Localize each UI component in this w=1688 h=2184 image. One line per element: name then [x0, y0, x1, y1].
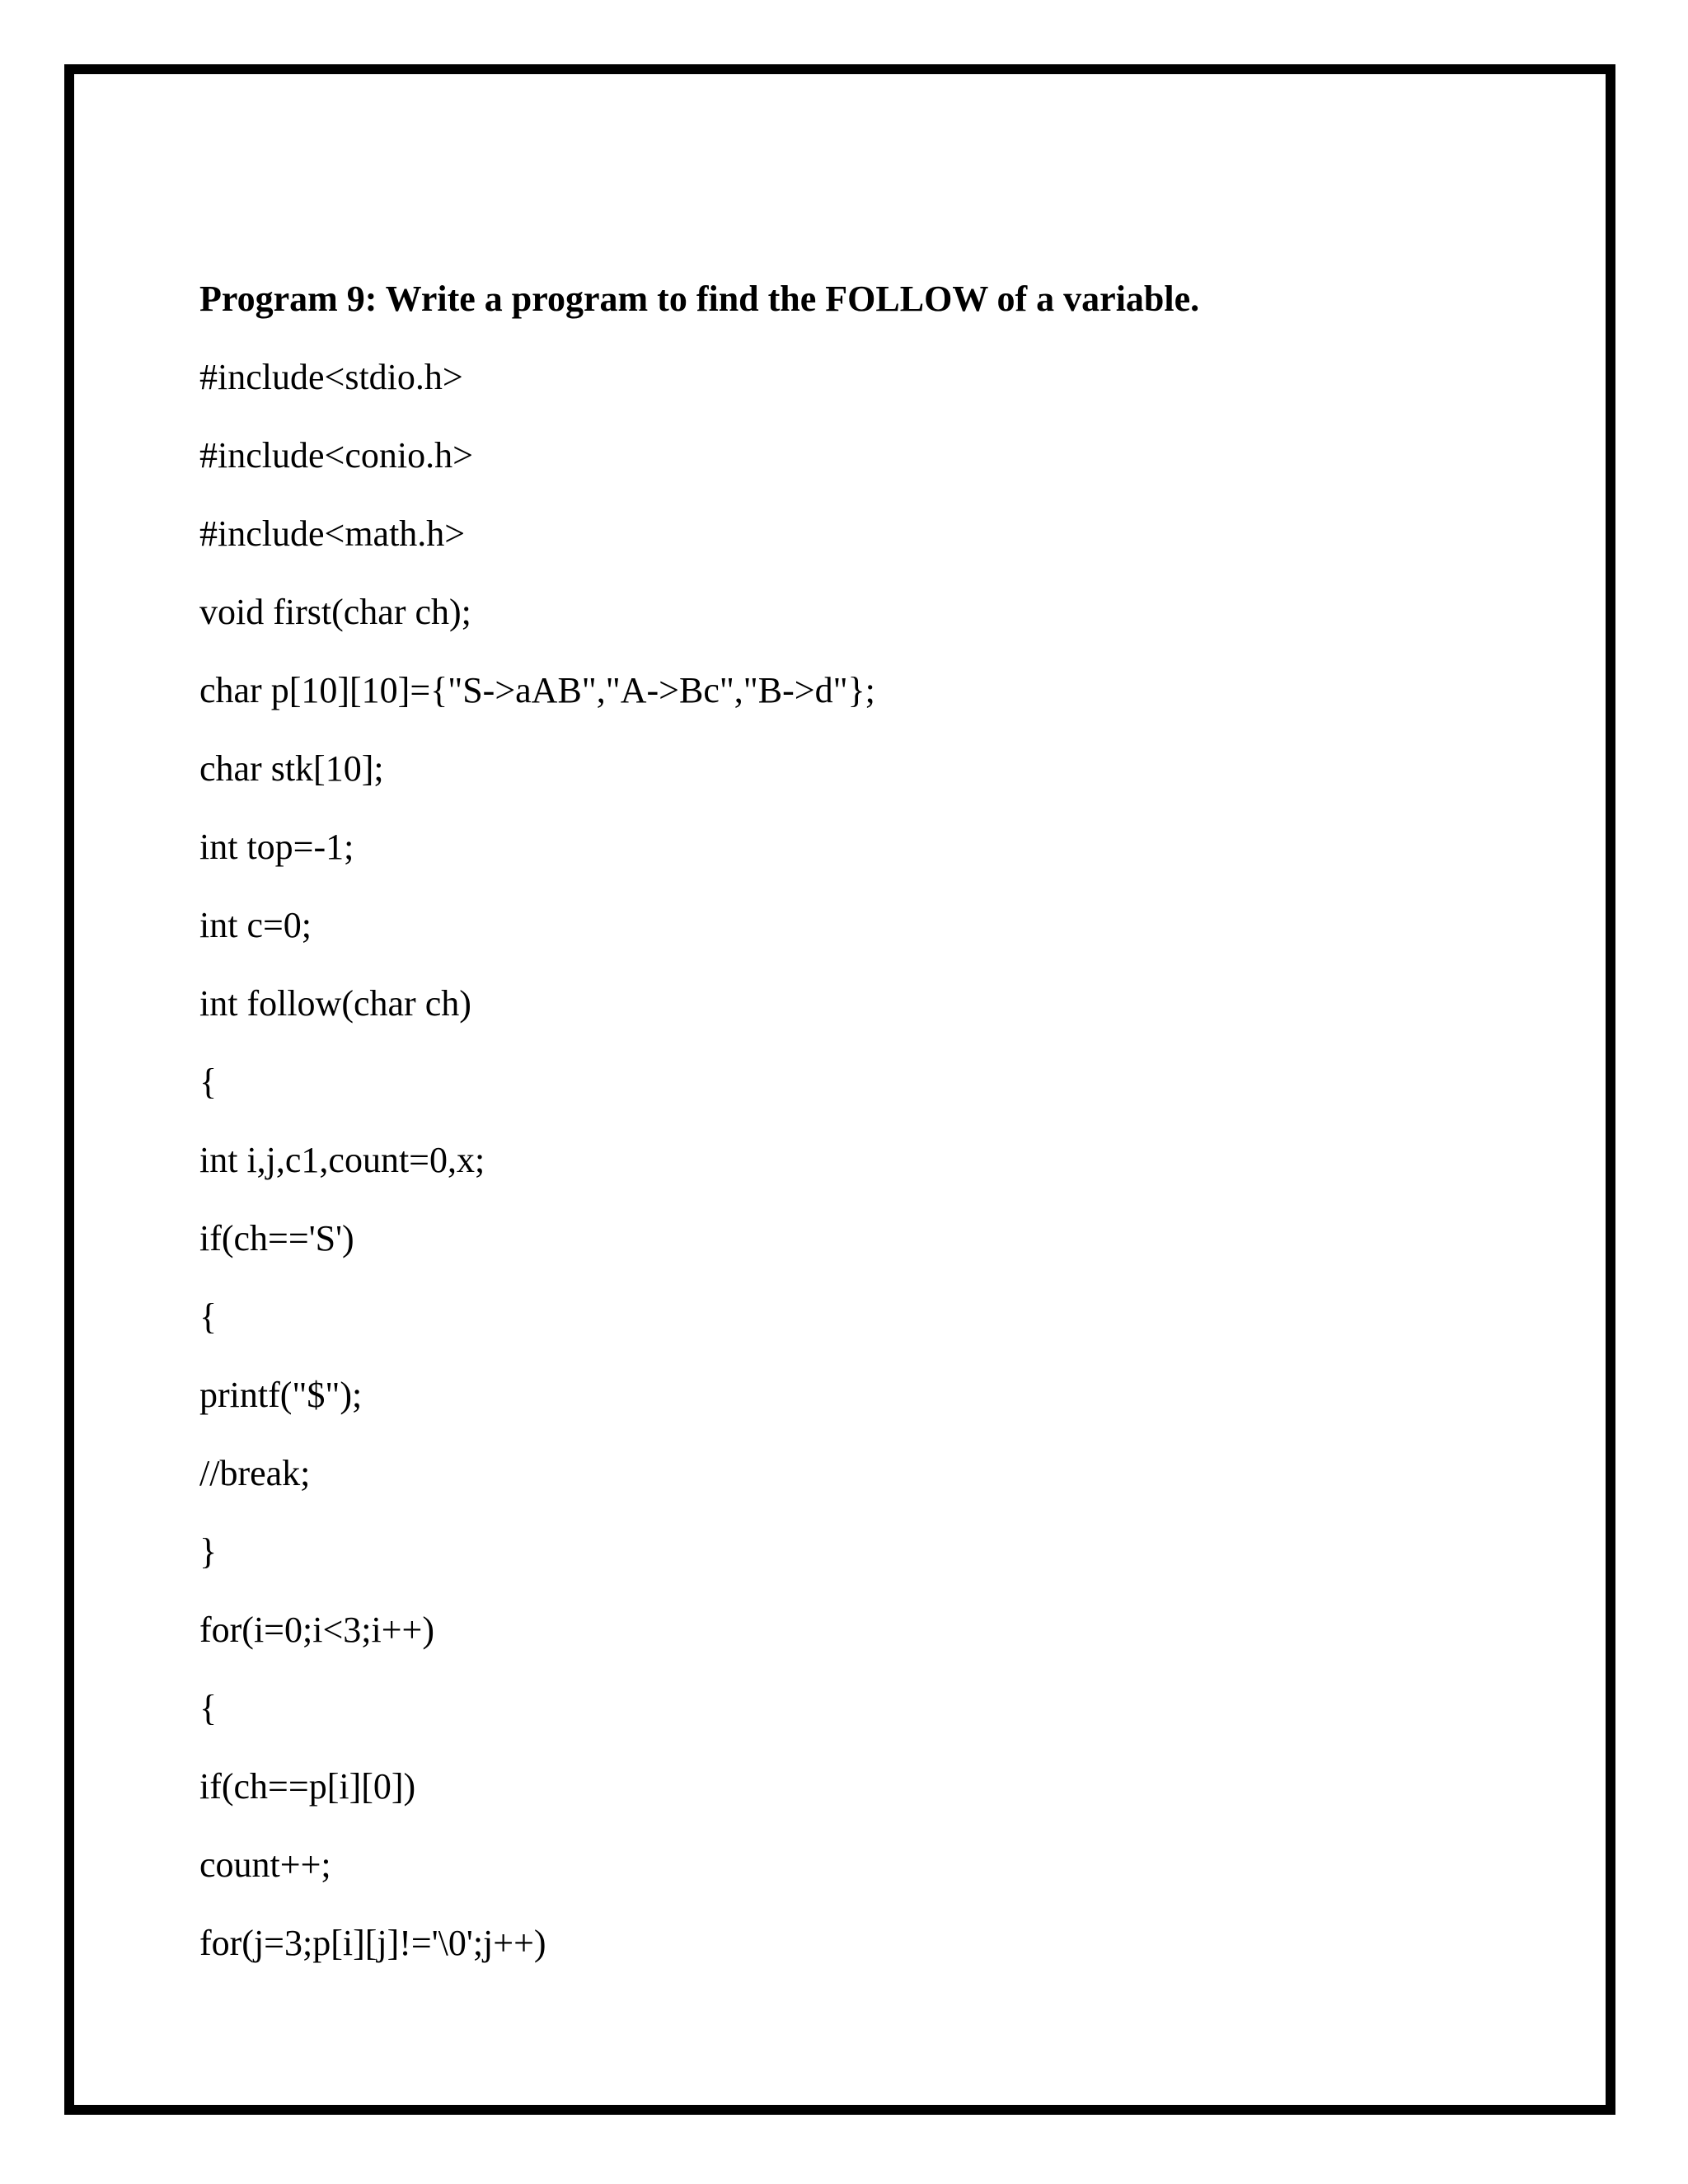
program-heading: Program 9: Write a program to find the FOLLOW of a variable. — [199, 279, 1200, 319]
code-line: { — [199, 1062, 218, 1102]
code-line: char p[10][10]={"S->aAB","A->Bc","B->d"}; — [199, 670, 875, 710]
code-line: } — [199, 1531, 218, 1572]
code-line: printf("$"); — [199, 1375, 363, 1415]
code-line: if(ch==p[i][0]) — [199, 1766, 416, 1807]
code-line: if(ch=='S') — [199, 1218, 354, 1258]
code-line: //break; — [199, 1453, 311, 1493]
code-line: for(j=3;p[i][j]!='\0';j++) — [199, 1923, 546, 1963]
code-line: void first(char ch); — [199, 592, 471, 632]
code-line: { — [199, 1688, 218, 1728]
code-line: int i,j,c1,count=0,x; — [199, 1140, 485, 1180]
code-line: int follow(char ch) — [199, 983, 471, 1024]
code-line: count++; — [199, 1844, 331, 1885]
code-line: char stk[10]; — [199, 748, 384, 789]
code-line: #include<stdio.h> — [199, 357, 463, 397]
code-line: int c=0; — [199, 905, 312, 945]
code-line: int top=-1; — [199, 827, 354, 867]
code-line: for(i=0;i<3;i++) — [199, 1610, 434, 1650]
code-line: #include<math.h> — [199, 513, 466, 554]
code-line: { — [199, 1296, 218, 1337]
code-line: #include<conio.h> — [199, 435, 473, 476]
